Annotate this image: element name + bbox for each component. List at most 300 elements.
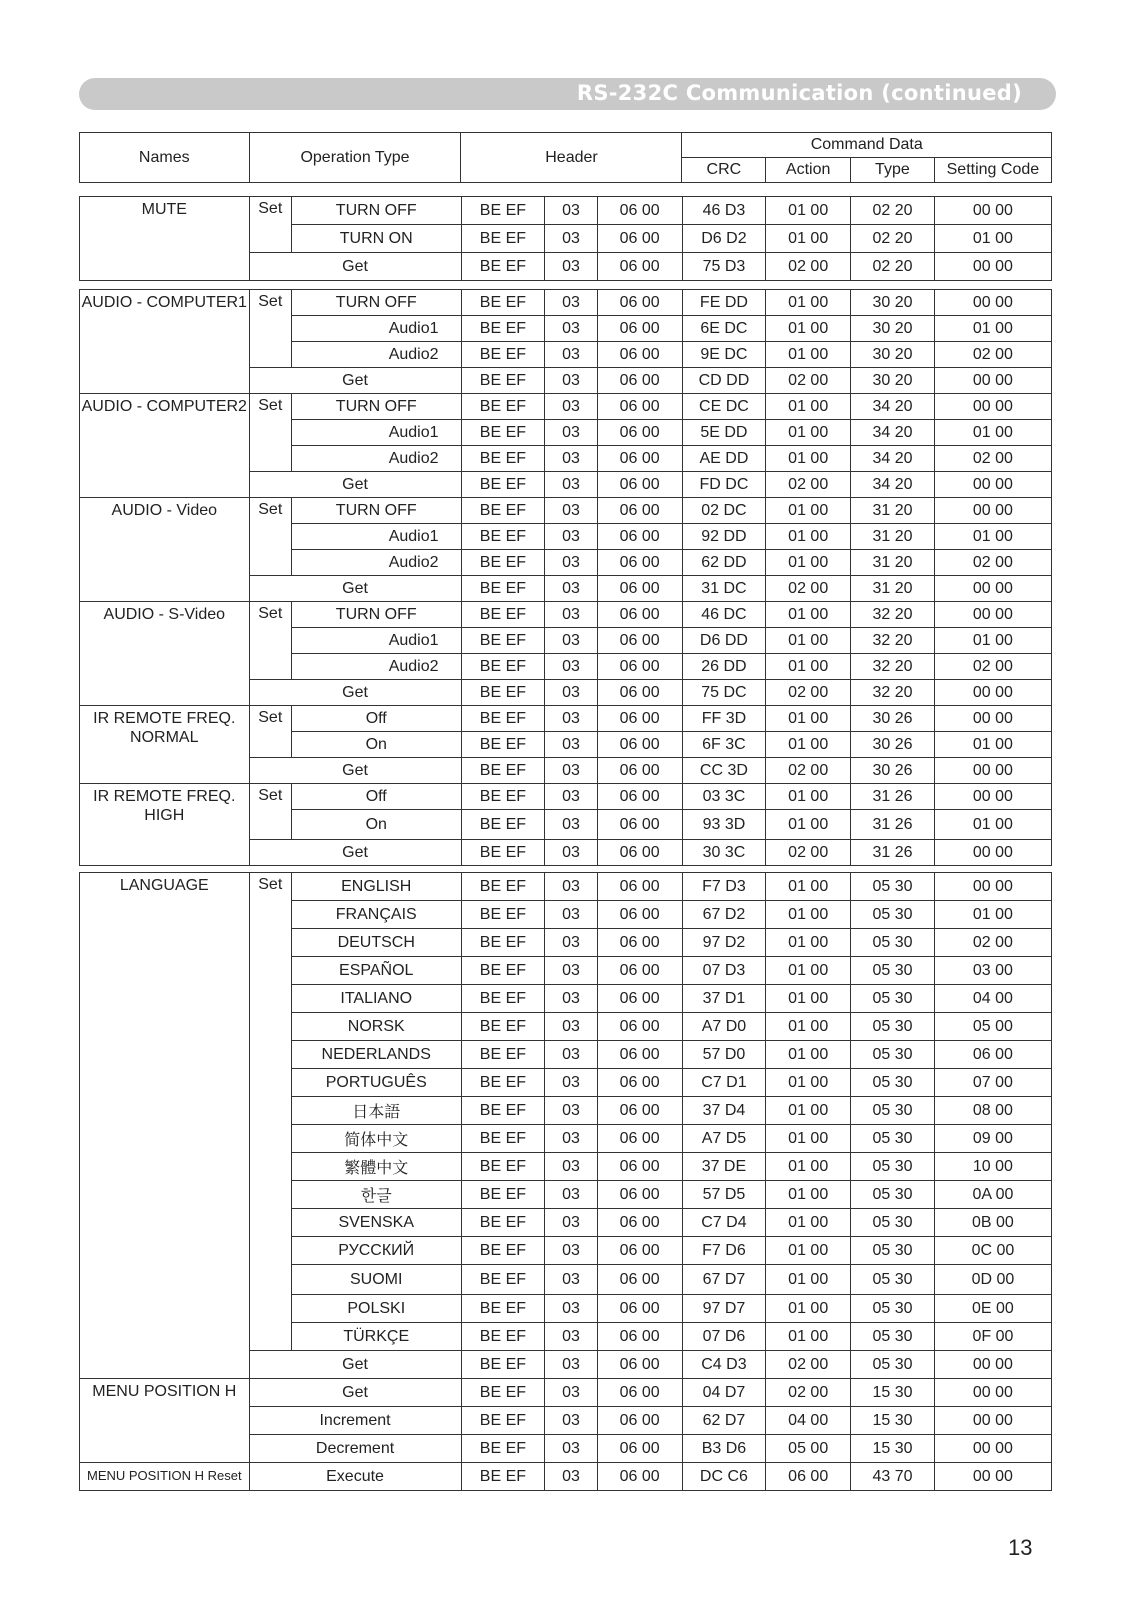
- header-bytes: 03: [545, 342, 597, 368]
- header-bytes: BE EF: [461, 929, 545, 957]
- action-value: 01 00: [766, 197, 851, 225]
- set-label: Set: [249, 197, 291, 253]
- crc-value: A7 D5: [682, 1125, 766, 1153]
- setting-code-value: 04 00: [934, 985, 1051, 1013]
- header-bytes: 06 00: [597, 1153, 682, 1181]
- header-bytes: 03: [545, 758, 597, 784]
- header-bytes: 06 00: [597, 316, 682, 342]
- table-row: [80, 706, 1052, 732]
- table-row: [80, 1379, 1052, 1407]
- setting-code-value: 00 00: [934, 680, 1051, 706]
- header-bytes: 03: [545, 253, 597, 281]
- header-bytes: 03: [545, 1097, 597, 1125]
- header-bytes: 03: [545, 524, 597, 550]
- header-bytes: 06 00: [597, 1323, 682, 1351]
- setting-code-value: 0F 00: [934, 1323, 1051, 1351]
- setting-code-value: 01 00: [934, 901, 1051, 929]
- col-header-action: Action: [766, 158, 851, 183]
- col-header-header: Header: [461, 133, 682, 183]
- type-value: 31 26: [851, 810, 935, 840]
- type-value: 05 30: [851, 1323, 935, 1351]
- header-bytes: 03: [545, 1013, 597, 1041]
- crc-value: DC C6: [682, 1463, 766, 1491]
- setting-code-value: 01 00: [934, 732, 1051, 758]
- header-bytes: 06 00: [597, 290, 682, 316]
- setting-code-value: 01 00: [934, 628, 1051, 654]
- setting-code-value: 00 00: [934, 290, 1051, 316]
- type-value: 02 20: [851, 197, 935, 225]
- header-bytes: 06 00: [597, 810, 682, 840]
- operation-type: РУССКИЙ: [291, 1237, 461, 1265]
- header-bytes: 03: [545, 873, 597, 901]
- table-row: [80, 394, 1052, 420]
- crc-value: 67 D2: [682, 901, 766, 929]
- crc-value: 07 D6: [682, 1323, 766, 1351]
- operation-type: ITALIANO: [291, 985, 461, 1013]
- header-bytes: BE EF: [461, 1181, 545, 1209]
- crc-value: A7 D0: [682, 1013, 766, 1041]
- header-bytes: 03: [545, 446, 597, 472]
- crc-value: 97 D2: [682, 929, 766, 957]
- action-value: 02 00: [766, 1379, 851, 1407]
- setting-code-value: 01 00: [934, 420, 1051, 446]
- header-table: [79, 132, 1052, 183]
- setting-code-value: 02 00: [934, 342, 1051, 368]
- audio-ir-command-table: [79, 289, 1052, 866]
- type-value: 05 30: [851, 1041, 935, 1069]
- command-name: AUDIO - COMPUTER1: [80, 290, 250, 394]
- crc-value: 67 D7: [682, 1265, 766, 1295]
- header-bytes: BE EF: [461, 498, 545, 524]
- language-menu-command-table: [79, 872, 1052, 1491]
- crc-value: AE DD: [682, 446, 766, 472]
- type-value: 30 26: [851, 732, 935, 758]
- setting-code-value: 02 00: [934, 550, 1051, 576]
- header-bytes: 03: [545, 602, 597, 628]
- header-bytes: 06 00: [597, 901, 682, 929]
- type-value: 05 30: [851, 1125, 935, 1153]
- table-row: [80, 784, 1052, 810]
- operation-type: Execute: [249, 1463, 461, 1491]
- header-bytes: 03: [545, 1125, 597, 1153]
- header-bytes: BE EF: [461, 784, 545, 810]
- header-bytes: 03: [545, 1351, 597, 1379]
- command-name: MUTE: [80, 197, 250, 281]
- type-value: 30 20: [851, 368, 935, 394]
- operation-type: Audio1: [291, 524, 461, 550]
- type-value: 34 20: [851, 420, 935, 446]
- command-name: MENU POSITION H: [80, 1379, 250, 1463]
- header-bytes: 06 00: [597, 446, 682, 472]
- type-value: 05 30: [851, 1181, 935, 1209]
- command-name: LANGUAGE: [80, 873, 250, 1379]
- setting-code-value: 0C 00: [934, 1237, 1051, 1265]
- operation-type: NORSK: [291, 1013, 461, 1041]
- table-row: [80, 873, 1052, 901]
- crc-value: 75 DC: [682, 680, 766, 706]
- setting-code-value: 00 00: [934, 1407, 1051, 1435]
- operation-type: TURN OFF: [291, 498, 461, 524]
- header-bytes: 03: [545, 1323, 597, 1351]
- header-bytes: 06 00: [597, 197, 682, 225]
- header-bytes: BE EF: [461, 602, 545, 628]
- crc-value: 75 D3: [682, 253, 766, 281]
- action-value: 01 00: [766, 394, 851, 420]
- col-header-crc: CRC: [682, 158, 766, 183]
- operation-type: 한글: [291, 1181, 461, 1209]
- col-header-command-data: Command Data: [682, 133, 1052, 158]
- set-label: Set: [249, 394, 291, 472]
- header-bytes: 06 00: [597, 602, 682, 628]
- crc-value: FF 3D: [682, 706, 766, 732]
- action-value: 01 00: [766, 290, 851, 316]
- header-bytes: 06 00: [597, 1265, 682, 1295]
- header-bytes: 06 00: [597, 1069, 682, 1097]
- crc-value: CD DD: [682, 368, 766, 394]
- operation-type: Get: [249, 840, 461, 866]
- type-value: 32 20: [851, 602, 935, 628]
- type-value: 31 20: [851, 498, 935, 524]
- header-bytes: BE EF: [461, 1379, 545, 1407]
- header-bytes: BE EF: [461, 524, 545, 550]
- header-bytes: 03: [545, 290, 597, 316]
- header-bytes: BE EF: [461, 368, 545, 394]
- header-bytes: 03: [545, 957, 597, 985]
- setting-code-value: 00 00: [934, 706, 1051, 732]
- header-bytes: 06 00: [597, 1097, 682, 1125]
- header-bytes: BE EF: [461, 1153, 545, 1181]
- header-bytes: 03: [545, 706, 597, 732]
- setting-code-value: 01 00: [934, 524, 1051, 550]
- type-value: 05 30: [851, 1097, 935, 1125]
- header-bytes: 03: [545, 1435, 597, 1463]
- setting-code-value: 01 00: [934, 316, 1051, 342]
- setting-code-value: 00 00: [934, 197, 1051, 225]
- action-value: 01 00: [766, 1125, 851, 1153]
- header-bytes: BE EF: [461, 446, 545, 472]
- crc-value: 30 3C: [682, 840, 766, 866]
- header-bytes: 06 00: [597, 628, 682, 654]
- header-bytes: 06 00: [597, 680, 682, 706]
- operation-type: Get: [249, 1351, 461, 1379]
- crc-value: 37 DE: [682, 1153, 766, 1181]
- header-bytes: 06 00: [597, 498, 682, 524]
- operation-type: Get: [249, 758, 461, 784]
- action-value: 01 00: [766, 1153, 851, 1181]
- header-bytes: 03: [545, 985, 597, 1013]
- header-bytes: 03: [545, 1265, 597, 1295]
- header-bytes: BE EF: [461, 1209, 545, 1237]
- setting-code-value: 10 00: [934, 1153, 1051, 1181]
- setting-code-value: 07 00: [934, 1069, 1051, 1097]
- setting-code-value: 00 00: [934, 1379, 1051, 1407]
- set-label: Set: [249, 602, 291, 680]
- operation-type: SVENSKA: [291, 1209, 461, 1237]
- setting-code-value: 0A 00: [934, 1181, 1051, 1209]
- header-bytes: BE EF: [461, 1125, 545, 1153]
- operation-type: 日本語: [291, 1097, 461, 1125]
- operation-type: TURN ON: [291, 225, 461, 253]
- header-bytes: 03: [545, 732, 597, 758]
- action-value: 01 00: [766, 1209, 851, 1237]
- header-bytes: 03: [545, 1153, 597, 1181]
- operation-type: On: [291, 810, 461, 840]
- setting-code-value: 03 00: [934, 957, 1051, 985]
- type-value: 05 30: [851, 1013, 935, 1041]
- setting-code-value: 00 00: [934, 498, 1051, 524]
- setting-code-value: 0D 00: [934, 1265, 1051, 1295]
- type-value: 05 30: [851, 929, 935, 957]
- operation-type: DEUTSCH: [291, 929, 461, 957]
- crc-value: D6 D2: [682, 225, 766, 253]
- action-value: 01 00: [766, 342, 851, 368]
- setting-code-value: 02 00: [934, 446, 1051, 472]
- setting-code-value: 01 00: [934, 810, 1051, 840]
- setting-code-value: 00 00: [934, 576, 1051, 602]
- action-value: 01 00: [766, 784, 851, 810]
- table-row: [80, 498, 1052, 524]
- header-bytes: BE EF: [461, 1463, 545, 1491]
- type-value: 30 20: [851, 316, 935, 342]
- set-label: Set: [249, 784, 291, 840]
- action-value: 01 00: [766, 602, 851, 628]
- crc-value: CC 3D: [682, 758, 766, 784]
- crc-value: 62 D7: [682, 1407, 766, 1435]
- command-name: AUDIO - S-Video: [80, 602, 250, 706]
- header-bytes: 03: [545, 840, 597, 866]
- set-label: Set: [249, 706, 291, 758]
- action-value: 01 00: [766, 901, 851, 929]
- crc-value: D6 DD: [682, 628, 766, 654]
- crc-value: 57 D0: [682, 1041, 766, 1069]
- header-bytes: 06 00: [597, 1379, 682, 1407]
- action-value: 01 00: [766, 873, 851, 901]
- header-bytes: 03: [545, 316, 597, 342]
- type-value: 30 26: [851, 758, 935, 784]
- action-value: 02 00: [766, 253, 851, 281]
- setting-code-value: 00 00: [934, 840, 1051, 866]
- header-bytes: 06 00: [597, 225, 682, 253]
- header-bytes: 06 00: [597, 840, 682, 866]
- header-bytes: BE EF: [461, 732, 545, 758]
- col-header-names: Names: [80, 133, 250, 183]
- setting-code-value: 06 00: [934, 1041, 1051, 1069]
- setting-code-value: 00 00: [934, 1435, 1051, 1463]
- header-bytes: 06 00: [597, 1435, 682, 1463]
- header-bytes: BE EF: [461, 253, 545, 281]
- header-bytes: 03: [545, 1041, 597, 1069]
- crc-value: 46 D3: [682, 197, 766, 225]
- col-header-setting-code: Setting Code: [934, 158, 1051, 183]
- type-value: 31 20: [851, 550, 935, 576]
- action-value: 01 00: [766, 446, 851, 472]
- crc-value: 07 D3: [682, 957, 766, 985]
- type-value: 05 30: [851, 1237, 935, 1265]
- command-name: AUDIO - Video: [80, 498, 250, 602]
- crc-value: CE DC: [682, 394, 766, 420]
- table-row: [80, 602, 1052, 628]
- header-bytes: BE EF: [461, 1069, 545, 1097]
- header-bytes: BE EF: [461, 1323, 545, 1351]
- action-value: 01 00: [766, 628, 851, 654]
- action-value: 01 00: [766, 225, 851, 253]
- type-value: 05 30: [851, 1351, 935, 1379]
- operation-type: 简体中文: [291, 1125, 461, 1153]
- crc-value: C7 D1: [682, 1069, 766, 1097]
- header-bytes: 03: [545, 576, 597, 602]
- crc-value: F7 D6: [682, 1237, 766, 1265]
- section-banner: [79, 78, 1056, 110]
- header-bytes: 06 00: [597, 420, 682, 446]
- header-bytes: 03: [545, 1379, 597, 1407]
- header-bytes: BE EF: [461, 1041, 545, 1069]
- type-value: 32 20: [851, 680, 935, 706]
- header-bytes: 06 00: [597, 706, 682, 732]
- operation-type: TURN OFF: [291, 394, 461, 420]
- header-bytes: 06 00: [597, 1013, 682, 1041]
- header-bytes: BE EF: [461, 680, 545, 706]
- action-value: 06 00: [766, 1463, 851, 1491]
- header-bytes: 06 00: [597, 576, 682, 602]
- header-bytes: BE EF: [461, 290, 545, 316]
- header-bytes: BE EF: [461, 1097, 545, 1125]
- operation-type: Off: [291, 784, 461, 810]
- type-value: 05 30: [851, 1153, 935, 1181]
- action-value: 01 00: [766, 1265, 851, 1295]
- action-value: 01 00: [766, 1069, 851, 1097]
- header-bytes: 03: [545, 225, 597, 253]
- operation-type: 繁體中文: [291, 1153, 461, 1181]
- crc-value: 93 3D: [682, 810, 766, 840]
- header-bytes: BE EF: [461, 1435, 545, 1463]
- crc-value: FD DC: [682, 472, 766, 498]
- type-value: 34 20: [851, 472, 935, 498]
- setting-code-value: 08 00: [934, 1097, 1051, 1125]
- action-value: 01 00: [766, 1013, 851, 1041]
- mute-command-table: [79, 196, 1052, 281]
- setting-code-value: 00 00: [934, 784, 1051, 810]
- header-bytes: 03: [545, 654, 597, 680]
- header-bytes: 06 00: [597, 758, 682, 784]
- type-value: 31 26: [851, 784, 935, 810]
- operation-type: Get: [249, 576, 461, 602]
- command-name: MENU POSITION H Reset: [80, 1463, 250, 1491]
- header-bytes: 03: [545, 1295, 597, 1323]
- header-bytes: 03: [545, 901, 597, 929]
- header-bytes: 06 00: [597, 1041, 682, 1069]
- operation-type: NEDERLANDS: [291, 1041, 461, 1069]
- action-value: 01 00: [766, 1295, 851, 1323]
- header-bytes: 06 00: [597, 550, 682, 576]
- action-value: 04 00: [766, 1407, 851, 1435]
- header-bytes: BE EF: [461, 1351, 545, 1379]
- action-value: 02 00: [766, 840, 851, 866]
- setting-code-value: 00 00: [934, 368, 1051, 394]
- type-value: 34 20: [851, 394, 935, 420]
- operation-type: TURN OFF: [291, 197, 461, 225]
- header-bytes: BE EF: [461, 316, 545, 342]
- crc-value: 46 DC: [682, 602, 766, 628]
- crc-value: 26 DD: [682, 654, 766, 680]
- header-bytes: 03: [545, 550, 597, 576]
- command-name: IR REMOTE FREQ. NORMAL: [80, 706, 250, 784]
- operation-type: Audio2: [291, 446, 461, 472]
- type-value: 30 26: [851, 706, 935, 732]
- type-value: 32 20: [851, 628, 935, 654]
- type-value: 05 30: [851, 901, 935, 929]
- action-value: 01 00: [766, 550, 851, 576]
- crc-value: 92 DD: [682, 524, 766, 550]
- header-bytes: 03: [545, 1209, 597, 1237]
- crc-value: 62 DD: [682, 550, 766, 576]
- operation-type: ENGLISH: [291, 873, 461, 901]
- set-label: Set: [249, 873, 291, 1351]
- operation-type: On: [291, 732, 461, 758]
- type-value: 30 20: [851, 342, 935, 368]
- setting-code-value: 00 00: [934, 873, 1051, 901]
- operation-type: Audio1: [291, 628, 461, 654]
- header-bytes: BE EF: [461, 342, 545, 368]
- col-header-type: Type: [851, 158, 935, 183]
- set-label: Set: [249, 290, 291, 368]
- operation-type: TÜRKÇE: [291, 1323, 461, 1351]
- header-bytes: BE EF: [461, 628, 545, 654]
- crc-value: 31 DC: [682, 576, 766, 602]
- header-bytes: BE EF: [461, 225, 545, 253]
- crc-value: F7 D3: [682, 873, 766, 901]
- action-value: 01 00: [766, 524, 851, 550]
- header-bytes: BE EF: [461, 706, 545, 732]
- setting-code-value: 00 00: [934, 602, 1051, 628]
- header-bytes: 03: [545, 197, 597, 225]
- header-bytes: 06 00: [597, 472, 682, 498]
- operation-type: Audio2: [291, 654, 461, 680]
- operation-type: PORTUGUÊS: [291, 1069, 461, 1097]
- operation-type: TURN OFF: [291, 290, 461, 316]
- crc-value: 6E DC: [682, 316, 766, 342]
- setting-code-value: 02 00: [934, 654, 1051, 680]
- setting-code-value: 00 00: [934, 253, 1051, 281]
- type-value: 02 20: [851, 225, 935, 253]
- header-bytes: BE EF: [461, 1295, 545, 1323]
- type-value: 34 20: [851, 446, 935, 472]
- action-value: 01 00: [766, 1041, 851, 1069]
- operation-type: TURN OFF: [291, 602, 461, 628]
- type-value: 05 30: [851, 873, 935, 901]
- action-value: 01 00: [766, 654, 851, 680]
- table-row: [80, 290, 1052, 316]
- type-value: 30 20: [851, 290, 935, 316]
- header-bytes: BE EF: [461, 1265, 545, 1295]
- crc-value: 6F 3C: [682, 732, 766, 758]
- header-bytes: 06 00: [597, 654, 682, 680]
- header-bytes: BE EF: [461, 394, 545, 420]
- header-bytes: 06 00: [597, 394, 682, 420]
- action-value: 01 00: [766, 420, 851, 446]
- type-value: 05 30: [851, 1069, 935, 1097]
- action-value: 02 00: [766, 472, 851, 498]
- header-bytes: 06 00: [597, 1407, 682, 1435]
- header-bytes: 06 00: [597, 1237, 682, 1265]
- type-value: 05 30: [851, 985, 935, 1013]
- action-value: 02 00: [766, 1351, 851, 1379]
- header-bytes: BE EF: [461, 472, 545, 498]
- operation-type: Get: [249, 680, 461, 706]
- action-value: 01 00: [766, 985, 851, 1013]
- operation-type: Audio1: [291, 316, 461, 342]
- header-bytes: BE EF: [461, 576, 545, 602]
- crc-value: B3 D6: [682, 1435, 766, 1463]
